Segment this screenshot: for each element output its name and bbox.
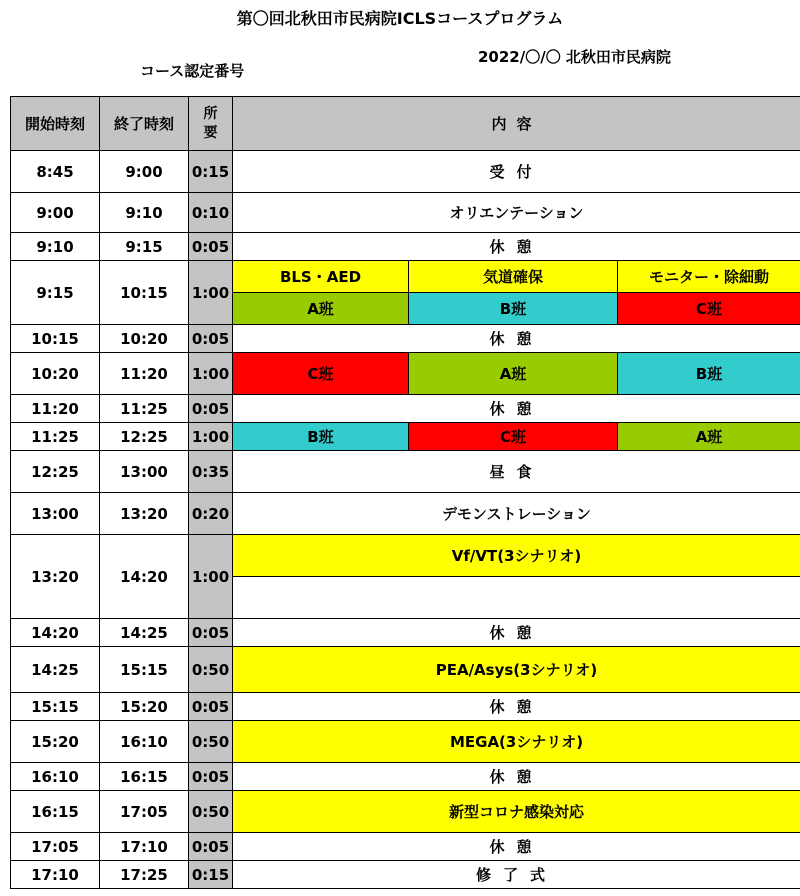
schedule-row [11,395,800,423]
schedule-row [11,353,800,395]
end-time: 11:25 [100,395,189,423]
group-cell: B班 [618,353,800,395]
course-number-label: コース認定番号 [140,62,245,80]
schedule-row [11,423,800,451]
session-content: オリエンテーション [233,193,800,233]
start-time: 9:10 [11,233,100,261]
start-time: 9:00 [11,193,100,233]
duration: 0:05 [189,233,233,261]
session-content: MEGA(3シナリオ) [233,721,800,763]
start-time: 14:25 [11,647,100,693]
end-time: 9:15 [100,233,189,261]
end-time: 9:10 [100,193,189,233]
duration: 0:05 [189,325,233,353]
header-content [233,97,800,151]
session-content: 昼食 [233,451,800,493]
session-content: デモンストレーション [233,493,800,535]
duration: 0:05 [189,833,233,861]
session-content: 休憩 [233,619,800,647]
session-content: 休憩 [233,693,800,721]
end-time: 17:25 [100,861,189,889]
date-line: 2022/〇/〇 北秋田市民病院 [478,48,671,66]
start-time: 10:20 [11,353,100,395]
duration: 0:05 [189,395,233,423]
page-title: 第〇回北秋田市民病院ICLSコースプログラム [236,9,564,28]
duration: 0:50 [189,791,233,833]
group-cell: C班 [618,293,800,325]
session-content: 新型コロナ感染対応 [233,791,800,833]
start-time: 12:25 [11,451,100,493]
duration: 1:00 [189,535,233,619]
schedule-table [10,96,800,889]
schedule-row [11,647,800,693]
schedule-body [11,151,800,889]
duration: 1:00 [189,423,233,451]
start-time: 13:20 [11,535,100,619]
duration: 0:05 [189,693,233,721]
end-time: 10:20 [100,325,189,353]
group-cell: B班 [233,423,409,451]
start-time: 15:15 [11,693,100,721]
session-content: 休憩 [233,233,800,261]
duration: 0:20 [189,493,233,535]
schedule-row [11,325,800,353]
group-cell: A班 [618,423,800,451]
header-duration-text: 所要 [203,105,218,141]
start-time: 16:10 [11,763,100,791]
schedule-row [11,763,800,791]
schedule-row [11,721,800,763]
station-header: BLS・AED [233,261,409,293]
session-content: Vf/VT(3シナリオ) [233,535,800,577]
start-time: 14:20 [11,619,100,647]
duration: 1:00 [189,261,233,325]
session-content: 修了式 [233,861,800,889]
end-time: 17:10 [100,833,189,861]
table-header-row [11,97,800,151]
start-time: 8:45 [11,151,100,193]
duration: 0:15 [189,861,233,889]
session-content: PEA/Asys(3シナリオ) [233,647,800,693]
schedule-row [11,233,800,261]
schedule-row [11,833,800,861]
schedule-row [11,193,800,233]
station-header: モニター・除細動 [618,261,800,293]
schedule-row [11,861,800,889]
start-time: 15:20 [11,721,100,763]
end-time: 16:10 [100,721,189,763]
session-content: 休憩 [233,763,800,791]
end-time: 15:20 [100,693,189,721]
header-start-time: 開始時刻 [11,97,100,151]
end-time: 15:15 [100,647,189,693]
header-duration [189,97,233,151]
schedule-row [11,451,800,493]
end-time: 16:15 [100,763,189,791]
session-content: 受付 [233,151,800,193]
schedule-row [11,261,800,293]
duration: 0:05 [189,763,233,791]
schedule-row [11,151,800,193]
duration: 1:00 [189,353,233,395]
end-time: 17:05 [100,791,189,833]
end-time: 13:00 [100,451,189,493]
end-time: 12:25 [100,423,189,451]
start-time: 11:20 [11,395,100,423]
duration: 0:50 [189,721,233,763]
start-time: 9:15 [11,261,100,325]
session-content-blank [233,577,800,619]
duration: 0:50 [189,647,233,693]
duration: 0:15 [189,151,233,193]
end-time: 11:20 [100,353,189,395]
duration: 0:10 [189,193,233,233]
start-time: 17:05 [11,833,100,861]
duration: 0:05 [189,619,233,647]
end-time: 13:20 [100,493,189,535]
station-header: 気道確保 [409,261,618,293]
start-time: 16:15 [11,791,100,833]
duration: 0:35 [189,451,233,493]
schedule-row [11,493,800,535]
header-end-time: 終了時刻 [100,97,189,151]
schedule-row [11,693,800,721]
start-time: 11:25 [11,423,100,451]
end-time: 14:25 [100,619,189,647]
group-cell: C班 [409,423,618,451]
session-content: 休憩 [233,833,800,861]
session-content: 休憩 [233,325,800,353]
schedule-row [11,619,800,647]
end-time: 9:00 [100,151,189,193]
group-cell: B班 [409,293,618,325]
start-time: 17:10 [11,861,100,889]
schedule-row [11,791,800,833]
group-cell: A班 [233,293,409,325]
start-time: 13:00 [11,493,100,535]
session-content: 休憩 [233,395,800,423]
end-time: 14:20 [100,535,189,619]
header-content-text: 内容 [491,115,542,133]
group-cell: A班 [409,353,618,395]
end-time: 10:15 [100,261,189,325]
group-cell: C班 [233,353,409,395]
start-time: 10:15 [11,325,100,353]
schedule-row [11,535,800,577]
